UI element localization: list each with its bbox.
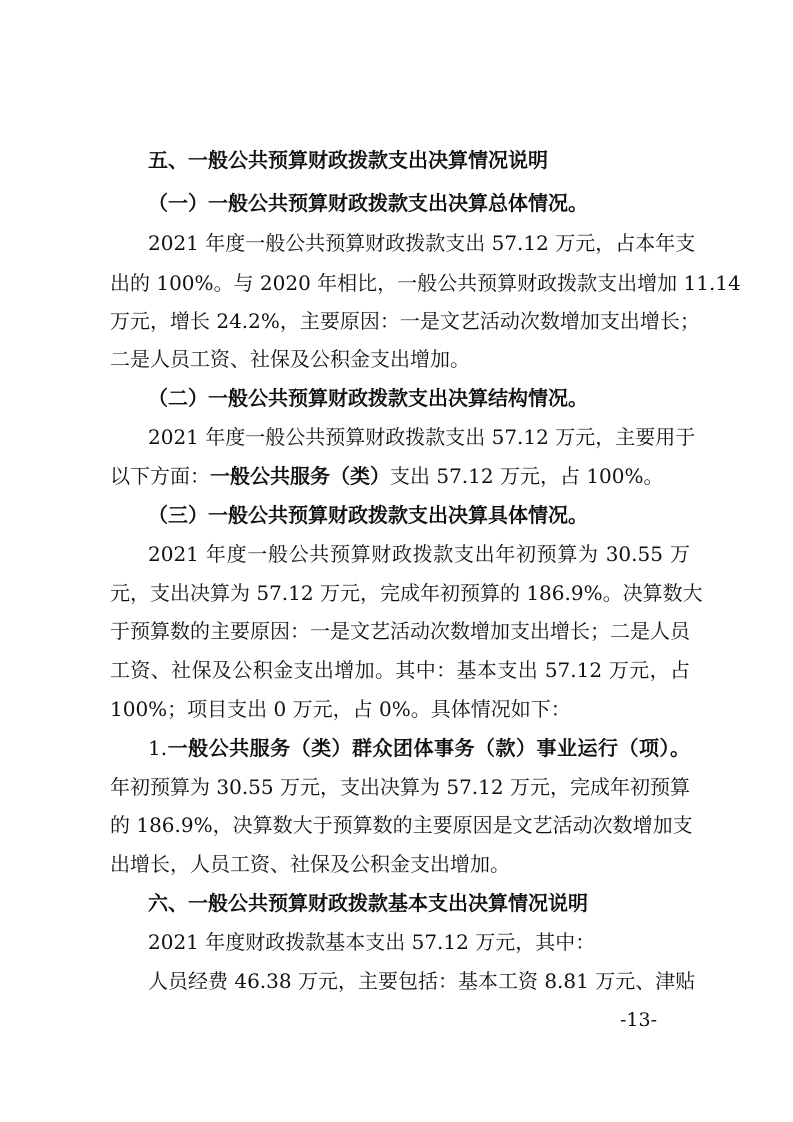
paragraph-line: 于预算数的主要原因：一是文艺活动次数增加支出增长；二是人员	[110, 619, 690, 643]
paragraph-line: 万元，增长 24.2%，主要原因：一是文艺活动次数增加支出增长；	[110, 309, 700, 333]
sub1-heading: （一）一般公共预算财政拨款支出决算总体情况。	[148, 191, 588, 215]
paragraph-line: 工资、社保及公积金支出增加。其中：基本支出 57.12 万元，占	[110, 658, 690, 682]
text-segment: 以下方面：	[110, 464, 210, 488]
item-title: 一般公共服务（类）群众团体事务（款）事业运行（项）。	[167, 736, 690, 760]
paragraph-line: 出增长，人员工资、社保及公积金支出增加。	[110, 852, 510, 876]
paragraph-line: 2021 年度一般公共预算财政拨款支出 57.12 万元，主要用于	[148, 425, 696, 449]
sub3-heading: （三）一般公共预算财政拨款支出决算具体情况。	[148, 503, 588, 527]
section6-heading: 六、一般公共预算财政拨款基本支出决算情况说明	[148, 891, 588, 915]
paragraph-line: 人员经费 46.38 万元，主要包括：基本工资 8.81 万元、津贴	[148, 969, 696, 993]
category-name: 一般公共服务（类）	[210, 464, 390, 488]
paragraph-line	[110, 464, 690, 488]
paragraph-line: 2021 年度财政拨款基本支出 57.12 万元，其中：	[148, 930, 596, 954]
paragraph-line: 2021 年度一般公共预算财政拨款支出 57.12 万元，占本年支	[148, 231, 696, 255]
paragraph-line: 二是人员工资、社保及公积金支出增加。	[110, 347, 470, 371]
sub2-heading: （二）一般公共预算财政拨款支出决算结构情况。	[148, 386, 588, 410]
paragraph-line: 2021 年度一般公共预算财政拨款支出年初预算为 30.55 万	[148, 542, 690, 566]
item-number: 1.	[148, 736, 168, 760]
paragraph-line: 出的 100%。与 2020 年相比，一般公共预算财政拨款支出增加 11.14	[110, 271, 741, 295]
item1-heading	[148, 736, 690, 760]
paragraph-line: 年初预算为 30.55 万元，支出决算为 57.12 万元，完成年初预算	[110, 775, 690, 799]
paragraph-line: 100%；项目支出 0 万元，占 0%。具体情况如下：	[110, 697, 571, 721]
page-number: -13-	[620, 1009, 658, 1031]
paragraph-line: 元，支出决算为 57.12 万元，完成年初预算的 186.9%。决算数大	[110, 581, 703, 605]
section5-heading: 五、一般公共预算财政拨款支出决算情况说明	[148, 148, 548, 172]
text-segment: 支出 57.12 万元，占 100%。	[390, 464, 664, 488]
paragraph-line: 的 186.9%，决算数大于预算数的主要原因是文艺活动次数增加支	[110, 813, 693, 837]
